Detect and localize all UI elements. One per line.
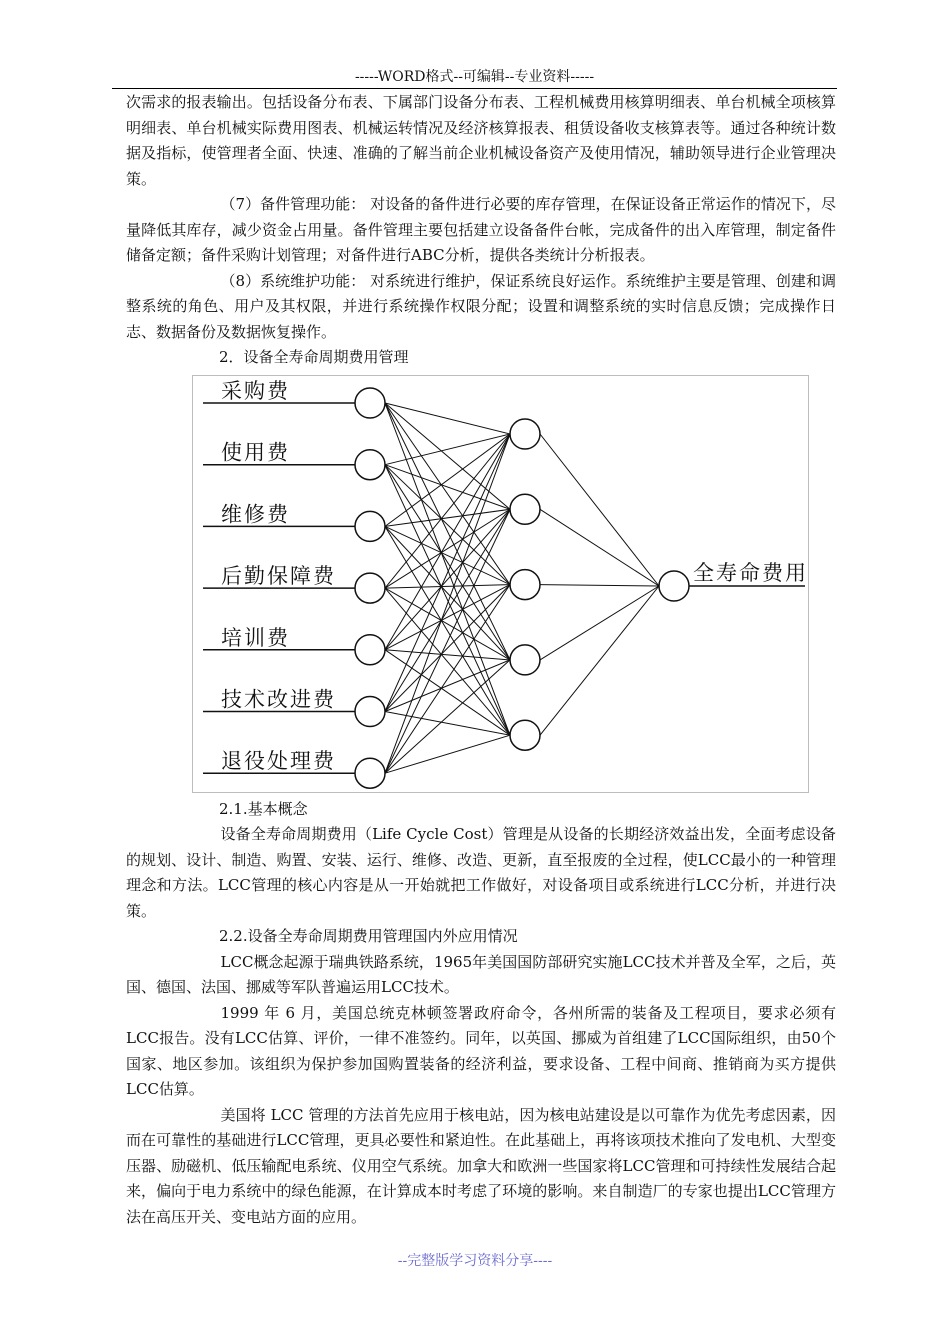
section-heading-basic-concept: 2.1.基本概念 [219, 799, 308, 818]
connection-line [385, 584, 510, 588]
page-header: -----WORD格式--可编辑--专业资料----- [354, 69, 595, 85]
paragraph-system-maintenance: （8）系统维护功能： 对系统进行维护，保证系统良好运作。系统维护主要是管理、创建和调整系统的角色、用户及其权限，并进行系统操作权限分配；设置和调整系统的实时信息反馈；完成操作日志、数据备份及数据恢复操作。 [126, 271, 836, 341]
neural-network-diagram [192, 375, 809, 793]
input-label: 使用费 [221, 440, 290, 465]
input-label: 技术改进费 [221, 687, 336, 711]
connection-line [385, 464, 510, 584]
paragraph-report-output: 次需求的报表输出。包括设备分布表、下属部门设备分布表、工程机械费用核算明细表、单台机械全项核算明细表、单台机械实际费用图表、机械运转情况及经济核算报表、租赁设备收支核算表等。通过各种统计数据及指标，使管理者全面、快速、准确的了解当前企业机械设备资产及使用情况，辅助领导进行企业管理决策。 [126, 93, 836, 188]
input-node [355, 573, 385, 603]
input-node [355, 388, 385, 418]
connection-line [385, 649, 510, 659]
paragraph-lcc-definition: 设备全寿命周期费用（Life Cycle Cost）管理是从设备的长期经济效益出发，全面考虑设备的规划、设计、制造、购置、安装、运行、维修、改造、更新，直至报废的全过程，使LCC最小的一种管理理念和方法。LCC管理的核心内容是从一开始就把工作做好，对设备项目或系统进行LCC分析，并进行决策。 [126, 825, 836, 920]
document-body [126, 90, 836, 1230]
network-svg [193, 376, 808, 792]
input-label: 培训费 [221, 625, 290, 650]
hidden-node [510, 644, 540, 674]
connection-line [385, 584, 510, 773]
input-node [355, 634, 385, 664]
hidden-node [510, 419, 540, 449]
paragraph-spare-parts: （7）备件管理功能： 对设备的备件进行必要的库存管理，在保证设备正常运作的情况下，尽量降低其库存，减少资金占用量。备件管理主要包括建立设备备件台帐，完成备件的出入库管理，制定备件储备定额；备件采购计划管理；对备件进行ABC分析，提供各类统计分析报表。 [126, 195, 836, 264]
output-node [659, 571, 689, 601]
input-node [355, 758, 385, 788]
header-rule [112, 88, 837, 89]
connection-line [385, 659, 510, 772]
connection-line [385, 434, 510, 526]
connection-line [540, 434, 659, 586]
paragraph-lcc-origin: LCC概念起源于瑞典铁路系统，1965年美国国防部研究实施LCC技术并普及全军，之后，英国、德国、法国、挪威等军队普遍运用LCC技术。 [126, 952, 836, 996]
section-heading-applications: 2.2.设备全寿命周期费用管理国内外应用情况 [219, 927, 518, 945]
input-label: 退役处理费 [221, 748, 336, 773]
input-label: 后勤保障费 [221, 563, 336, 588]
connection-line [540, 584, 659, 585]
connection-line [385, 434, 510, 465]
input-node [355, 696, 385, 726]
connection-line [385, 509, 510, 526]
connection-line [540, 509, 659, 586]
page-footer: --完整版学习资料分享---- [397, 1253, 553, 1269]
connection-line [385, 403, 510, 660]
hidden-node [510, 720, 540, 750]
paragraph-1999-order: 1999 年 6 月，美国总统克林顿签署政府命令，各州所需的装备及工程项目，要求必须有LCC报告。没有LCC估算、评价，一律不准签约。同年，以英国、挪威为首组建了LCC国际组织，由50个国家、地区参加。该组织为保护参加国购置装备的经济利益，要求设备、工程中间商、推销商为买方提供LCC估算。 [126, 1003, 836, 1098]
output-label: 全寿命费用 [693, 560, 808, 585]
connection-line [540, 586, 659, 735]
connection-line [385, 434, 510, 712]
input-label: 维修费 [221, 501, 290, 526]
connection-line [385, 464, 510, 509]
hidden-node [510, 494, 540, 524]
input-node [355, 449, 385, 479]
input-node [355, 511, 385, 541]
hidden-node [510, 569, 540, 599]
input-label: 采购费 [221, 378, 290, 403]
section-heading-lcc: 2．设备全寿命周期费用管理 [219, 348, 409, 366]
connection-line [540, 586, 659, 660]
connection-line [385, 464, 510, 735]
connection-line [385, 735, 510, 773]
paragraph-nuclear-power: 美国将 LCC 管理的方法首先应用于核电站，因为核电站建设是以可靠作为优先考虑因素，因而在可靠性的基础进行LCC管理，更具必要性和紧迫性。在此基础上，再将该项技术推向了发电机、大型变压器、励磁机、低压输配电系统、仪用空气系统。加拿大和欧洲一些国家将LCC管理和可持续性发展结合起来，偏向于电力系统中的绿色能源，在计算成本时考虑了环境的影响。来自制造厂的专家也提出LCC管理方法在高压开关、变电站方面的应用。 [126, 1105, 836, 1226]
connection-line [385, 434, 510, 588]
